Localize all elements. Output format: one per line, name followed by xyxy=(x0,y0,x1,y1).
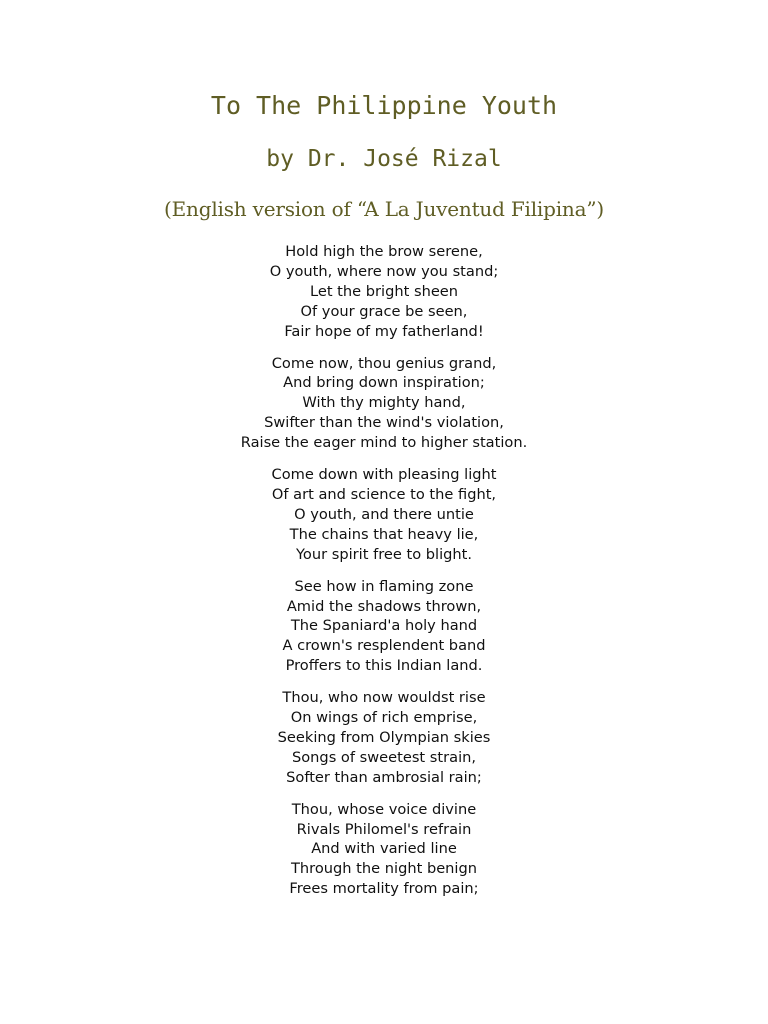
poem-line: Softer than ambrosial rain; xyxy=(286,768,482,786)
poem-title: To The Philippine Youth xyxy=(210,91,558,120)
poem-line: And with varied line xyxy=(311,840,457,858)
stanza xyxy=(0,800,768,900)
poem-line: O youth, where now you stand; xyxy=(269,262,499,280)
poem-line: On wings of rich emprise, xyxy=(290,709,478,727)
poem-line: Raise the eager mind to higher station. xyxy=(240,434,528,452)
poem-line: Through the night benign xyxy=(291,860,477,878)
poem-line: Of your grace be seen, xyxy=(300,302,468,320)
poem-line: Thou, whose voice divine xyxy=(291,800,477,818)
poem-body xyxy=(0,242,768,911)
poem-line: Thou, who now wouldst rise xyxy=(282,689,486,707)
stanza xyxy=(0,465,768,565)
poem-line: Rivals Philomel's refrain xyxy=(296,820,472,838)
poem-line: Fair hope of my fatherland! xyxy=(284,322,484,340)
stanza xyxy=(0,242,768,342)
poem-line: Proffers to this Indian land. xyxy=(285,657,483,675)
poem-line: With thy mighty hand, xyxy=(302,394,466,412)
poem-line: Of art and science to the fight, xyxy=(271,485,497,503)
poem-line: Amid the shadows thrown, xyxy=(286,597,482,615)
poem-line: Frees mortality from pain; xyxy=(289,880,479,898)
poem-line: The chains that heavy lie, xyxy=(289,525,479,543)
poem-line: The Spaniard'a holy hand xyxy=(290,617,478,635)
poem-line: Hold high the brow serene, xyxy=(285,243,483,260)
stanza xyxy=(0,577,768,677)
poem-line: Swifter than the wind's violation, xyxy=(264,414,504,432)
poem-line: A crown's resplendent band xyxy=(282,637,486,655)
poem-line: See how in flaming zone xyxy=(294,577,474,595)
poem-line: And bring down inspiration; xyxy=(283,374,485,392)
author-byline: by Dr. José Rizal xyxy=(266,146,502,172)
poem-line: Come now, thou genius grand, xyxy=(271,354,497,372)
poem-line: Seeking from Olympian skies xyxy=(277,728,491,746)
poem-line: O youth, and there untie xyxy=(294,505,474,523)
poem-line: Let the bright sheen xyxy=(309,282,459,300)
poem-line: Come down with pleasing light xyxy=(271,466,497,484)
stanza xyxy=(0,688,768,788)
poem-line: Your spirit free to blight. xyxy=(295,545,473,563)
stanza xyxy=(0,354,768,454)
version-subtitle: (English version of “A La Juventud Filipina”) xyxy=(164,197,604,221)
poem-line: Songs of sweetest strain, xyxy=(291,748,477,766)
